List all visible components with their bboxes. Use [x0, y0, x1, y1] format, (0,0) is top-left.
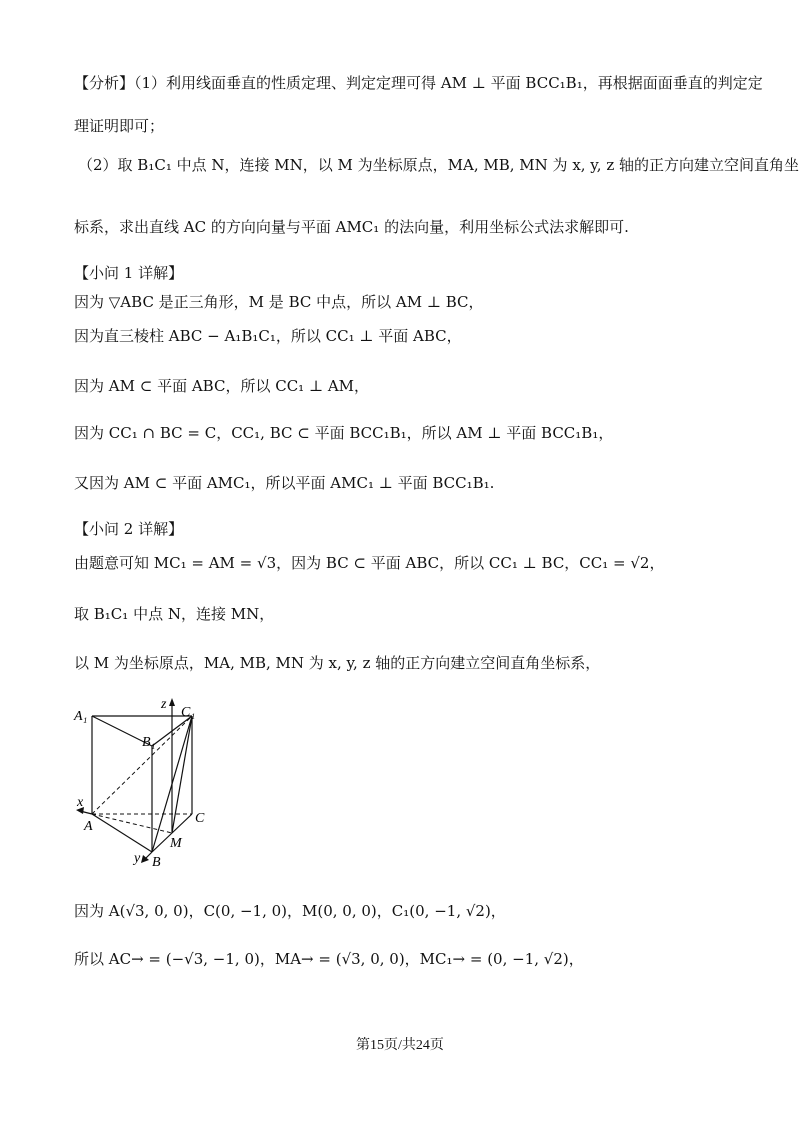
part1-line-2: 因为直三棱柱 ABC − A₁B₁C₁，所以 CC₁ ⊥ 平面 ABC，	[74, 327, 462, 345]
part1-line-1: 因为 ▽ABC 是正三角形，M 是 BC 中点，所以 AM ⊥ BC，	[74, 293, 484, 311]
label-a1: A₁	[74, 709, 88, 724]
label-b: B	[152, 855, 161, 869]
analysis-line-3: （2）取 B₁C₁ 中点 N，连接 MN，以 M 为坐标原点，MA, MB, MN 为 x, y, z 轴的正方向建立空间直角坐	[78, 156, 799, 174]
label-a: A	[84, 819, 93, 834]
part2-line-4: 因为 A(√3, 0, 0)，C(0, −1, 0)，M(0, 0, 0)，C₁(0, −1, √2)，	[74, 902, 506, 920]
part2-line-1: 由题意可知 MC₁ = AM = √3，因为 BC ⊂ 平面 ABC，所以 CC₁ ⊥ BC，CC₁ = √2，	[74, 554, 665, 572]
analysis-line-1: 【分析】（1）利用线面垂直的性质定理、判定定理可得 AM ⊥ 平面 BCC₁B₁，再根据面面垂直的判定定	[74, 74, 763, 92]
label-b1: B₁	[142, 735, 156, 750]
part2-line-5: 所以 AC→ = (−√3, −1, 0)，MA→ = (√3, 0, 0)，MC₁→ = (0, −1, √2)，	[74, 950, 584, 968]
label-m: M	[170, 836, 182, 851]
analysis-line-4: 标系，求出直线 AC 的方向向量与平面 AMC₁ 的法向量，利用坐标公式法求解即可.	[74, 218, 629, 236]
part1-heading: 【小问 1 详解】	[74, 264, 184, 282]
part1-line-4: 因为 CC₁ ∩ BC = C，CC₁, BC ⊂ 平面 BCC₁B₁，所以 AM ⊥ 平面 BCC₁B₁，	[74, 424, 614, 442]
label-y: y	[134, 851, 141, 866]
z-axis-arrow-icon	[169, 698, 175, 706]
label-c: C	[195, 811, 205, 826]
label-z: z	[161, 697, 167, 712]
analysis-line-2: 理证明即可；	[74, 117, 165, 135]
label-x: x	[77, 795, 84, 810]
part1-line-5: 又因为 AM ⊂ 平面 AMC₁，所以平面 AMC₁ ⊥ 平面 BCC₁B₁.	[74, 474, 495, 492]
edge-a-b	[92, 814, 152, 852]
label-c1: C₁	[181, 705, 196, 720]
part2-line-2: 取 B₁C₁ 中点 N，连接 MN，	[74, 605, 275, 623]
part2-heading: 【小问 2 详解】	[74, 520, 184, 538]
part2-line-3: 以 M 为坐标原点，MA, MB, MN 为 x, y, z 轴的正方向建立空间直角坐标系，	[74, 654, 601, 672]
prism-figure	[70, 694, 220, 869]
page-footer: 第15页/共24页	[356, 1038, 444, 1053]
part1-line-3: 因为 AM ⊂ 平面 ABC，所以 CC₁ ⊥ AM，	[74, 377, 370, 395]
